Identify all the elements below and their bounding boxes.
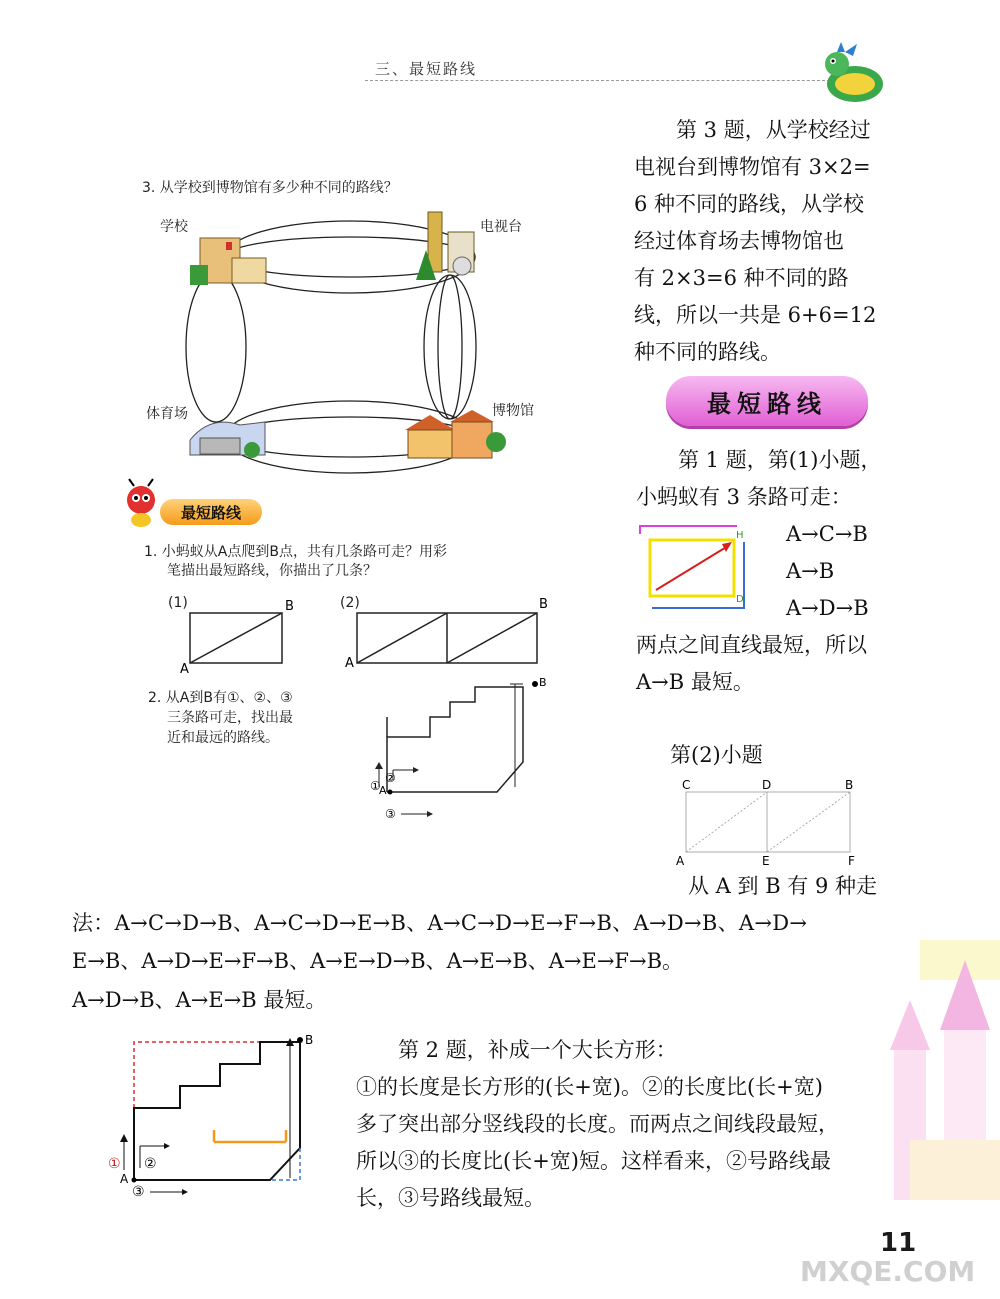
ant-grid-diagrams bbox=[175, 595, 565, 680]
ant-mascot-icon bbox=[116, 478, 166, 528]
page-header bbox=[0, 0, 1000, 110]
stair-route-3: ③ bbox=[385, 807, 396, 821]
sub-2-label: (2) bbox=[340, 595, 360, 611]
grid-label-d: D bbox=[762, 778, 772, 792]
answer-q3-line3: 6 种不同的路线，从学校 bbox=[634, 192, 865, 216]
answer-q1-conclusion-line2: A→B 最短。 bbox=[636, 670, 754, 694]
answer-q2-line5: 长，③号路线最短。 bbox=[356, 1186, 545, 1210]
answer-q3 bbox=[634, 112, 914, 371]
dragon-mascot-icon bbox=[815, 40, 890, 108]
answer-q3-line4: 经过体育场去博物馆也 bbox=[634, 229, 844, 253]
answer-q3-line7: 种不同的路线。 bbox=[634, 340, 781, 364]
bottom-route-1: ① bbox=[108, 1156, 121, 1172]
answer-q1-intro bbox=[636, 442, 916, 516]
cdb-aef-grid bbox=[672, 772, 862, 867]
question-1-line2: 笔描出最短路线，你描出了几条？ bbox=[167, 563, 377, 579]
bottom-label-b: B bbox=[305, 1033, 314, 1047]
answer-q1-conclusion-line1: 两点之间直线最短，所以 bbox=[636, 633, 867, 657]
school-icon bbox=[190, 238, 266, 285]
route-colored-diagram bbox=[632, 522, 757, 614]
stair-label-a: A bbox=[379, 784, 387, 797]
paths-line1: 法：A→C→D→B、A→C→D→E→B、A→C→D→E→F→B、A→D→B、A→D→ bbox=[72, 911, 808, 935]
answer-q3-line2: 电视台到博物馆有 3×2= bbox=[634, 155, 871, 179]
paths-line2: E→B、A→D→E→F→B、A→E→D→B、A→E→B、A→E→F→B。 bbox=[72, 949, 684, 973]
route-label-h: H bbox=[736, 530, 744, 541]
stair-route-1: ① bbox=[370, 779, 381, 793]
sub-question-2-title: 第(2)小题 bbox=[670, 743, 763, 767]
stadium-icon bbox=[190, 422, 265, 458]
bottom-route-2: ② bbox=[144, 1156, 157, 1172]
header-title: 三、最短路线 bbox=[375, 60, 478, 78]
bottom-route-3: ③ bbox=[132, 1184, 145, 1200]
grid1-label-b: B bbox=[285, 599, 294, 614]
answer-q3-line1: 第 3 题，从学校经过 bbox=[676, 118, 871, 142]
grid1-label-a: A bbox=[180, 662, 189, 677]
answer-q2 bbox=[356, 1032, 916, 1217]
question-2-line1: 2. 从A到B有①、②、③ bbox=[148, 690, 293, 706]
label-tv-station: 电视台 bbox=[480, 219, 522, 235]
grid-label-a: A bbox=[676, 854, 685, 867]
grid-label-e: E bbox=[762, 854, 770, 867]
paths-line3: A→D→B、A→E→B 最短。 bbox=[72, 988, 327, 1012]
question-2-line2: 三条路可走，找出最 bbox=[167, 710, 293, 726]
staircase-diagram bbox=[365, 672, 555, 822]
grid2-label-a: A bbox=[345, 656, 354, 671]
answer-q2-line4: 所以③的长度比(长+宽)短。这样看来，②号路线最 bbox=[356, 1149, 831, 1173]
answer-q3-line5: 有 2×3=6 种不同的路 bbox=[634, 266, 849, 290]
stair-label-b: B bbox=[539, 676, 547, 689]
section-badge-right: 最短路线 bbox=[666, 376, 868, 426]
answer-q2-line2: ①的长度是长方形的(长+宽)。②的长度比(长+宽) bbox=[356, 1075, 823, 1099]
section-badge-left: 最短路线 bbox=[160, 499, 262, 525]
answer-q2-line1: 第 2 题，补成一个大长方形： bbox=[398, 1038, 677, 1062]
label-school: 学校 bbox=[160, 219, 188, 235]
castle-decoration-icon bbox=[880, 940, 1000, 1230]
grid-label-f: F bbox=[848, 854, 855, 867]
question-2-line3: 近和最远的路线。 bbox=[167, 730, 279, 746]
header-divider bbox=[365, 80, 845, 81]
answer-q1-line2: 小蚂蚁有 3 条路可走： bbox=[636, 485, 852, 509]
grid2-label-b: B bbox=[539, 597, 548, 612]
label-museum: 博物馆 bbox=[492, 403, 534, 419]
label-stadium: 体育场 bbox=[146, 406, 188, 422]
watermark-text: MXQE.COM bbox=[800, 1255, 976, 1288]
route-map-diagram bbox=[180, 210, 520, 480]
sub-1-label: (1) bbox=[168, 595, 188, 611]
answer-q3-line6: 线，所以一共是 6+6=12 bbox=[634, 303, 877, 327]
route-1: A→C→B bbox=[786, 522, 868, 546]
question-3: 3. 从学校到博物馆有多少种不同的路线？ bbox=[142, 180, 398, 196]
completed-rectangle-diagram bbox=[102, 1030, 327, 1205]
bottom-label-a: A bbox=[120, 1172, 129, 1186]
question-1-line1: 1. 小蚂蚁从A点爬到B点，共有几条路可走？用彩 bbox=[144, 544, 447, 560]
grid-label-b: B bbox=[845, 778, 854, 792]
answer-q1-conclusion bbox=[636, 627, 916, 701]
answer-q1-part2-intro: 从 A 到 B 有 9 种走 bbox=[688, 874, 878, 898]
grid-label-c: C bbox=[682, 778, 691, 792]
route-label-d: D bbox=[736, 594, 744, 605]
stair-route-2: ② bbox=[385, 771, 396, 785]
answer-q2-line3: 多了突出部分竖线段的长度。而两点之间线段最短， bbox=[356, 1112, 839, 1136]
route-2: A→B bbox=[786, 559, 835, 583]
route-3: A→D→B bbox=[786, 596, 869, 620]
page-number: 11 bbox=[880, 1228, 917, 1258]
answer-q1-line1: 第 1 题，第(1)小题， bbox=[678, 448, 882, 472]
